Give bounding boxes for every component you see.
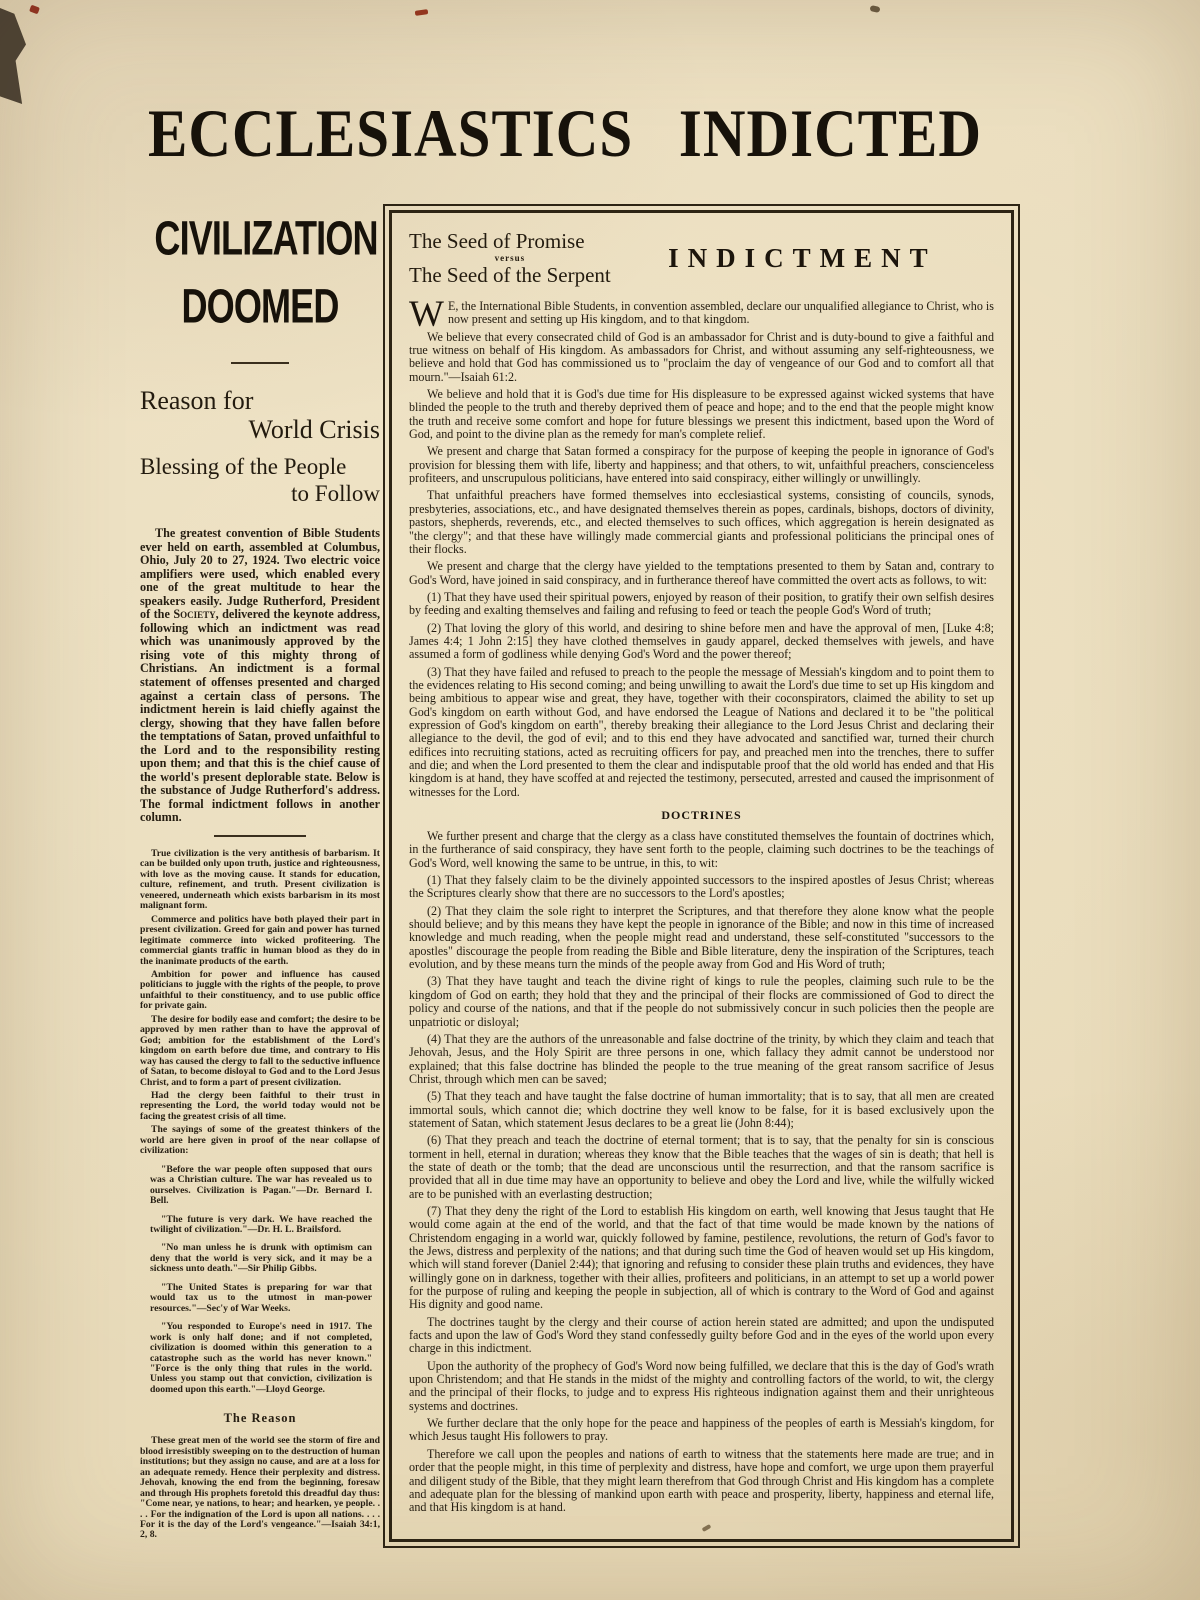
subhead-blessing: Blessing of the People [140,454,347,479]
page-title: ECCLESIASTICS INDICTED [147,95,982,172]
doctrine-item: (5) That they teach and have taught the false doctrine of human immortality; that is to say, that all men are created immortal souls, which cannot die; which doctrine they well know to be false, for it is based exclusively upon the statement of Satan, which statement Jesus declares to be a great lie (John 8:44); [409,1089,994,1130]
indictment-paragraph: We present and charge that Satan formed a conspiracy for the purpose of keeping the people in ignorance of God's provision for blessing them with life, liberty and happiness; and that others, to wit, unfaithful preachers, conscienceless profiteers, and unscrupulous politicians, have entered into said conspiracy, either willingly or unwillingly. [409,444,994,486]
body-paragraph: The sayings of some of the greatest thinkers of the world are here given in proof of the near collapse of civilization: [140,1124,380,1157]
intro-paragraph [140,527,380,825]
quotation: "You responded to Europe's need in 1917. The work is only half done; and if not completed, civilization is doomed within this generation to a catastrophe such as the world has never known." "Force is the only thing that rules in the world. Unless you stamp out that conviction, civilization is doomed upon this earth."—Lloyd George. [150,1321,372,1395]
body-paragraph: Commerce and politics have both played their part in present civilization. Greed for gain and power has turned legitimate commerce into wicked profiteering. The commercial giants traffic in human blood as they do in the inanimate products of the earth. [140,913,380,967]
charge-item: (3) That they have failed and refused to preach to the people the message of Messiah's kingdom and to point them to the evidences relating to His second coming; and being unwilling to await the Lord's due time to set up His kingdom and being ambitious to appear wise and great, they have, together with their coconspirators, claimed the ability to set up God's kingdom on earth without God, and have endorsed the League of Nations and declared it to be "the political expression of God's kingdom on earth", thereby breaking their allegiance to the Lord Jesus Christ and declaring their allegiance to the devil, the god of evil; and to this end they have advocated and sanctified war, turned their church edifices into recruiting stations, acted as recruiting officers for pay, and preached men into the trenches, there to suffer and die; and when the Lord presented to them the clear and indisputable proof that the old world has ended and that His kingdom is at hand, they have scoffed at and rejected the testimony, persecuted, arrested and caused the imprisonment of witnesses for the Lord. [409,664,994,799]
left-column [140,212,380,1544]
indictment-paragraph: We present and charge that the clergy have yielded to the temptations presented to them by Satan and, contrary to God's Word, have joined in said conspiracy, and in furtherance thereof have committed the overt acts as follows, to wit: [409,559,994,587]
reason-paragraph: These great men of the world see the storm of fire and blood irresistibly sweeping on to the destruction of human institutions; but they assign no cause, and are at a loss for an adequate remedy. Hence their perplexity and distress. Jehovah, knowing the end from the beginning, foresaw and through His prophets foretold this dreadful day thus: "Come near, ye nations, to hear; and hearken, ye people. . . . For the indignation of the Lord is upon all nations. . . . For it is the day of the Lord's vengeance."—Isaiah 34:1, 2, 8. [140,1435,380,1541]
intro-society-smallcaps: Society [173,607,216,622]
seed-line-serpent: The Seed of the Serpent [409,263,611,287]
scan-artifact-corner [0,8,26,104]
doctrine-item: (7) That they deny the right of the Lord to establish His kingdom on earth, well knowing that Jesus taught that He would come again at the end of the world, and that the fact of that time would be made known by the nations of Christendom engaging in a world war, quickly followed by famine, pestilence, revolutions, the return of God's favor to the Jews, distress and perplexity of the nations; and that during such time the God of heaven would set up His kingdom, which will stand forever (Daniel 2:44); that ignoring and refusing to consider these plain truths and evidences, they have willingly gone on in darkness, together with their allies, profiteers and politicians, in an attempt to set up a world power for the purpose of ruling and keeping the people in subjection, all of which is contrary to the Word of God and against His dignity and good name. [409,1203,994,1312]
quotation: "No man unless he is drunk with optimism can deny that the world is very sick, and it may be a sickness unto death."—Sir Philip Gibbs. [150,1242,372,1275]
paper-stain [869,5,880,13]
section-heading-the-reason: The Reason [223,1411,297,1426]
indictment-heading-wrap [611,243,994,274]
body-paragraph: The desire for bodily ease and comfort; the desire to be approved by men rather than to have the approval of God; ambition for the establishment of the Lord's kingdom on earth before due time, and contrary to His way has caused the clergy to fall to the seductive influence of Satan, to become disloyal to God and to the Lord Jesus Christ, and to form a part of present civilization. [140,1013,380,1088]
doctrine-item: (2) That they claim the sole right to interpret the Scriptures, and that therefore they alone know what the people should believe; and by this means they have kept the people in ignorance of the Bible; and now in this time of increased knowledge and much reading, when the people might read and understand, these self-constituted "successors to the apostles" discourage the people from reading the Bible and Bible literature, deny the inspiration of the Scriptures, teach evolution, and by these means turn the minds of the people away from God and His Word of truth; [409,903,994,972]
headline-civilization: CIVILIZATION [154,210,378,266]
closing-paragraph: Upon the authority of the prophecy of God's Word now being fulfilled, we declare that this is the day of God's wrath upon Christendom; and that He stands in the midst of the mighty and controlling factors of the world, to wit, the clergy and the principal of their flocks, to judge and to express His righteous indignation against them and their unrighteous systems and doctrines. [409,1358,994,1413]
closing-paragraph: We further declare that the only hope for the peace and happiness of the peoples of earth is Messiah's kingdom, for which Jesus taught His followers to pray. [409,1416,994,1444]
doctrine-item: (3) That they have taught and teach the divine right of kings to rule the peoples, claiming such rule to be the kingdom of God on earth; they hold that they and the principal of their flocks are commissioned of God to direct the policy and course of the nations, and that if the people do not submissively concur in such policies then the people are unpatriotic or disloyal; [409,974,994,1029]
seed-block [409,229,611,288]
seed-line-promise: The Seed of Promise [409,229,585,253]
body-paragraph: Ambition for power and influence has caused politicians to juggle with the rights of the people, to prove unfaithful to their constituency, and to use public office for private gain. [140,969,380,1012]
intro-text-pre: The greatest convention of Bible Students ever held on earth, assembled at Columbus, Ohio, July 20 to 27, 1924. Two electric voice amplifiers were used, which enabled every one of the great multitude to hear the speakers easily. Judge Rutherford, President of the [140,526,380,622]
indictment-header [409,229,994,288]
quotation: "The future is very dark. We have reached the twilight of civilization."—Dr. H. L. Brailsford. [150,1213,372,1235]
subhead-reason-for: Reason for [140,386,254,415]
body-paragraph: True civilization is the very antithesis of barbarism. It can be builded only upon truth, justice and righteousness, with love as the moving cause. It stands for education, culture, refinement, and truth. Present civilization is veneered, underneath which exists barbarism in its most malignant form. [140,848,380,912]
indictment-heading: INDICTMENT [668,243,937,273]
quotation: "Before the war people often supposed that ours was a Christian culture. The war has revealed us to ourselves. Civilization is Pagan."—Dr. Bernard I. Bell. [150,1163,372,1207]
headline-doomed: DOOMED [181,278,339,334]
closing-paragraph: The doctrines taught by the clergy and their course of action herein stated are admitted; and upon the undisputed facts and upon the law of God's Word they stand confessedly guilty before God and in the eyes of the world upon every charge in this indictment. [409,1314,994,1356]
intro-text-post: , delivered the keynote address, following which an indictment was read which was unanimously approved by the rising vote of this mighty throng of Christians. An indictment is a formal statement of offenses presented and charged against a certain class of persons. The indictment herein is laid chiefly against the clergy, showing that they have fallen before the temptations of Satan, proved unfaithful to the Lord and to the responsibility resting upon them; and that this is the chief cause of the world's present deplorable state. Below is the substance of Judge Rutherford's address. The formal indictment follows in another column. [140,607,380,825]
subhead-world-crisis: World Crisis [248,415,380,444]
quotation: "The United States is preparing for war that would tax us to the utmost in man-power resources."—Sec'y of War Weeks. [150,1281,372,1314]
indictment-box [383,204,1020,1548]
indictment-paragraph: We believe and hold that it is God's due time for His displeasure to be expressed against wicked systems that have blinded the people to the truth and thereby deprived them of peace and hope; and to the end that the people might know the truth and receive some comfort and hope for future blessings we present this indictment, based upon the Word of God, and point to the divine plan as the remedy for man's complete relief. [409,387,994,442]
divider-rule [214,835,306,837]
indictment-box-inner [389,210,1014,1542]
body-paragraph: Had the clergy been faithful to their trust in representing the Lord, the world today would not be facing the greatest crisis of all time. [140,1090,380,1122]
section-heading-doctrines: DOCTRINES [661,808,742,823]
indictment-paragraph: That unfaithful preachers have formed themselves into ecclesiastical systems, consisting of councils, synods, presbyteries, associations, etc., and have designated themselves therein as popes, cardinals, bishops, doctors of divinity, pastors, shepherds, reverends, etc., and elected themselves to such offices, which aggregation is herein designated as "the clergy"; and that these have willingly made commercial giants and professional politicians the principal ones of their flocks. [409,488,994,556]
dropcap-w: W [409,294,444,335]
subhead-to-follow: to Follow [291,481,380,506]
seed-versus: versus [494,253,526,263]
indictment-paragraph: We believe that every consecrated child of God is an ambassador for Christ and is duty-bound to give a faithful and true witness on behalf of His kingdom. As ambassadors for Christ, and without assuming any self-righteousness, we believe and hold that God has commissioned us to "proclaim the day of vengeance of our God and to comfort all that mourn."—Isaiah 61:2. [409,329,994,384]
doctrine-item: (4) That they are the authors of the unreasonable and false doctrine of the trinity, by which they claim and teach that Jehovah, Jesus, and the Holy Spirit are three persons in one, which fallacy they admit cannot be understood nor explained; that this false doctrine has blinded the people to the true meaning of the great ransom sacrifice of Jesus Christ, through which men can be saved; [409,1031,994,1086]
charge-item: (2) That loving the glory of this world, and desiring to shine before men and have the approval of men, [Luke 4:8; James 4:4; 1 John 2:15] they have clothed themselves in gaudy apparel, decked themselves with jewels, and have assumed a form of godliness while denying God's Word and the power thereof; [409,620,994,662]
divider-rule [231,362,289,364]
paper-stain [29,5,40,15]
doctrine-item: (1) That they falsely claim to be the divinely appointed successors to the inspired apostles of Jesus Christ; whereas the Scriptures clearly show that there are no successors to the Lord's apostles; [409,873,994,901]
closing-paragraph: Therefore we call upon the peoples and nations of earth to witness that the statements here made are true; and in order that the people might, in this time of perplexity and distress, have hope and comfort, we urge upon them prayerful and diligent study of the Bible, that they might learn therefrom that God through Christ and His kingdom has a complete and adequate plan for the blessing of mankind upon earth with peace and prosperity, liberty, happiness and eternal life, and that His kingdom is at hand. [409,1446,994,1515]
doctrine-item: (6) That they preach and teach the doctrine of eternal torment; that is to say, that the penalty for sin is conscious torment in hell, eternal in duration; whereas they know that the Bible teaches that the wages of sin is death; that hell is the state of death or the tomb; that the dead are unconscious until the resurrection, and that the ransom sacrifice is provided that all in due time may have an opportunity to believe and obey the Lord and live, while the wilfully wicked are to be punished with an everlasting destruction; [409,1133,994,1201]
doctrines-intro: We further present and charge that the clergy as a class have constituted themselves the fountain of doctrines which, in the furtherance of said conspiracy, they have sent forth to the people, claiming such doctrines to be the teachings of God's Word, well knowing the same to be untrue, in this, to wit: [409,829,994,870]
charge-item: (1) That they have used their spiritual powers, enjoyed by reason of their position, to gratify their own selfish desires by feeding and exalting themselves and failing and refusing to feed or teach the people God's Word of truth; [409,589,994,618]
opening-paragraph [409,294,994,335]
opening-text: E, the International Bible Students, in convention assembled, declare our unqualified allegiance to Christ, who is now present and setting up His kingdom, and to that kingdom. [447,299,994,327]
paper-stain [415,9,429,16]
